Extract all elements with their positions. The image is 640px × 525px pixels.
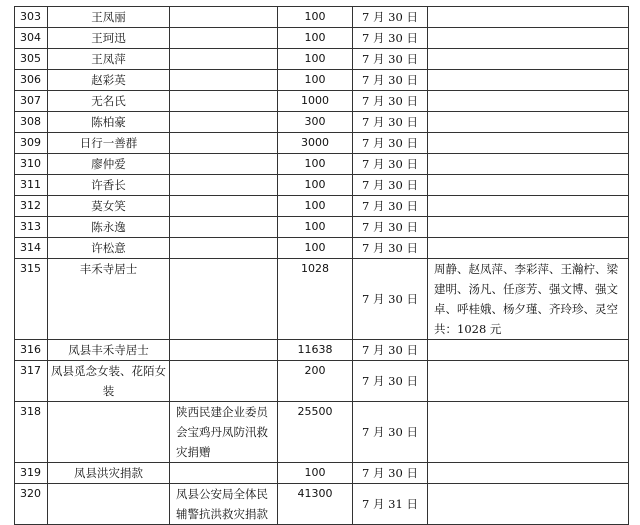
donation-amount: 200 [278, 361, 353, 402]
donation-date: 7 月 30 日 [353, 217, 428, 238]
donation-table [14, 6, 629, 525]
donor-name: 赵彩英 [48, 70, 170, 91]
table-row [15, 133, 629, 154]
row-number: 303 [15, 7, 48, 28]
row-number: 314 [15, 238, 48, 259]
donor-unit [170, 463, 278, 484]
row-number: 308 [15, 112, 48, 133]
donation-amount: 1000 [278, 91, 353, 112]
donor-name: 许香长 [48, 175, 170, 196]
donor-name: 陈柏豪 [48, 112, 170, 133]
table-row [15, 91, 629, 112]
donation-date: 7 月 30 日 [353, 259, 428, 340]
row-number: 309 [15, 133, 48, 154]
table-row [15, 402, 629, 463]
row-number: 313 [15, 217, 48, 238]
donor-unit [170, 238, 278, 259]
donor-unit [170, 154, 278, 175]
donation-note [428, 49, 629, 70]
donation-date: 7 月 30 日 [353, 361, 428, 402]
row-number: 312 [15, 196, 48, 217]
donor-name: 许松意 [48, 238, 170, 259]
table-row [15, 175, 629, 196]
table-row [15, 259, 629, 340]
donation-date: 7 月 30 日 [353, 196, 428, 217]
donation-note [428, 217, 629, 238]
donation-date: 7 月 30 日 [353, 70, 428, 91]
donation-date: 7 月 30 日 [353, 28, 428, 49]
donation-amount: 100 [278, 175, 353, 196]
donor-unit [170, 133, 278, 154]
row-number: 317 [15, 361, 48, 402]
donation-date: 7 月 30 日 [353, 7, 428, 28]
donation-amount: 100 [278, 154, 353, 175]
table-row [15, 217, 629, 238]
donor-name: 王珂迅 [48, 28, 170, 49]
donation-table-body [15, 7, 629, 525]
donation-date: 7 月 30 日 [353, 91, 428, 112]
donation-note [428, 402, 629, 463]
donation-amount: 100 [278, 49, 353, 70]
donation-note [428, 196, 629, 217]
table-row [15, 463, 629, 484]
donation-date: 7 月 30 日 [353, 154, 428, 175]
donation-amount: 3000 [278, 133, 353, 154]
donor-name: 凤县洪灾捐款 [48, 463, 170, 484]
donor-unit: 陕西民建企业委员会宝鸡丹凤防汛救灾捐赠 [170, 402, 278, 463]
row-number: 305 [15, 49, 48, 70]
donor-name: 凤县丰禾寺居士 [48, 340, 170, 361]
donation-date: 7 月 30 日 [353, 402, 428, 463]
donor-unit [170, 361, 278, 402]
table-row [15, 28, 629, 49]
donation-note [428, 238, 629, 259]
donor-name: 王凤萍 [48, 49, 170, 70]
donor-name [48, 484, 170, 525]
donor-unit [170, 70, 278, 91]
donor-name: 莫女笑 [48, 196, 170, 217]
donor-unit [170, 28, 278, 49]
donor-unit [170, 340, 278, 361]
donation-amount: 300 [278, 112, 353, 133]
donation-note [428, 28, 629, 49]
table-row [15, 7, 629, 28]
donation-date: 7 月 30 日 [353, 463, 428, 484]
donor-unit [170, 175, 278, 196]
table-row [15, 238, 629, 259]
donation-date: 7 月 30 日 [353, 133, 428, 154]
donation-amount: 100 [278, 28, 353, 49]
donation-amount: 100 [278, 7, 353, 28]
donor-name: 王凤丽 [48, 7, 170, 28]
donation-amount: 100 [278, 70, 353, 91]
donation-note [428, 133, 629, 154]
donor-name: 凤县觅念女装、花陌女装 [48, 361, 170, 402]
table-row [15, 112, 629, 133]
donation-date: 7 月 30 日 [353, 175, 428, 196]
donor-name: 丰禾寺居士 [48, 259, 170, 340]
donation-note [428, 463, 629, 484]
donor-unit [170, 7, 278, 28]
donor-name: 廖仲爱 [48, 154, 170, 175]
donation-note [428, 70, 629, 91]
donation-note [428, 175, 629, 196]
donation-date: 7 月 31 日 [353, 484, 428, 525]
donation-amount: 100 [278, 463, 353, 484]
donation-amount: 100 [278, 196, 353, 217]
donation-date: 7 月 30 日 [353, 49, 428, 70]
row-number: 304 [15, 28, 48, 49]
row-number: 307 [15, 91, 48, 112]
donation-amount: 25500 [278, 402, 353, 463]
donor-unit [170, 112, 278, 133]
donation-note [428, 154, 629, 175]
donor-name: 日行一善群 [48, 133, 170, 154]
donor-unit: 凤县公安局全体民辅警抗洪救灾捐款 [170, 484, 278, 525]
donation-amount: 11638 [278, 340, 353, 361]
donation-note [428, 112, 629, 133]
donation-note [428, 91, 629, 112]
donation-date: 7 月 30 日 [353, 112, 428, 133]
donation-note [428, 7, 629, 28]
donation-date: 7 月 30 日 [353, 238, 428, 259]
donation-note [428, 361, 629, 402]
donor-unit [170, 217, 278, 238]
donation-amount: 1028 [278, 259, 353, 340]
donation-note [428, 340, 629, 361]
row-number: 318 [15, 402, 48, 463]
row-number: 310 [15, 154, 48, 175]
table-row [15, 49, 629, 70]
donation-amount: 100 [278, 217, 353, 238]
row-number: 311 [15, 175, 48, 196]
table-row [15, 484, 629, 525]
table-row [15, 196, 629, 217]
donation-date: 7 月 30 日 [353, 340, 428, 361]
donor-unit [170, 91, 278, 112]
table-row [15, 340, 629, 361]
row-number: 306 [15, 70, 48, 91]
donation-amount: 41300 [278, 484, 353, 525]
donation-note [428, 484, 629, 525]
donor-unit [170, 49, 278, 70]
table-row [15, 361, 629, 402]
donor-name [48, 402, 170, 463]
donation-note: 周静、赵凤萍、李彩萍、王瀚柠、梁建明、汤凡、任彦芳、强文博、强文卓、呼桂娥、杨夕瑾、齐玲珍、灵空共：1028 元 [428, 259, 629, 340]
donation-amount: 100 [278, 238, 353, 259]
donor-name: 无名氏 [48, 91, 170, 112]
donor-unit [170, 196, 278, 217]
row-number: 320 [15, 484, 48, 525]
donor-name: 陈永逸 [48, 217, 170, 238]
row-number: 315 [15, 259, 48, 340]
row-number: 316 [15, 340, 48, 361]
table-row [15, 70, 629, 91]
donor-unit [170, 259, 278, 340]
row-number: 319 [15, 463, 48, 484]
table-row [15, 154, 629, 175]
